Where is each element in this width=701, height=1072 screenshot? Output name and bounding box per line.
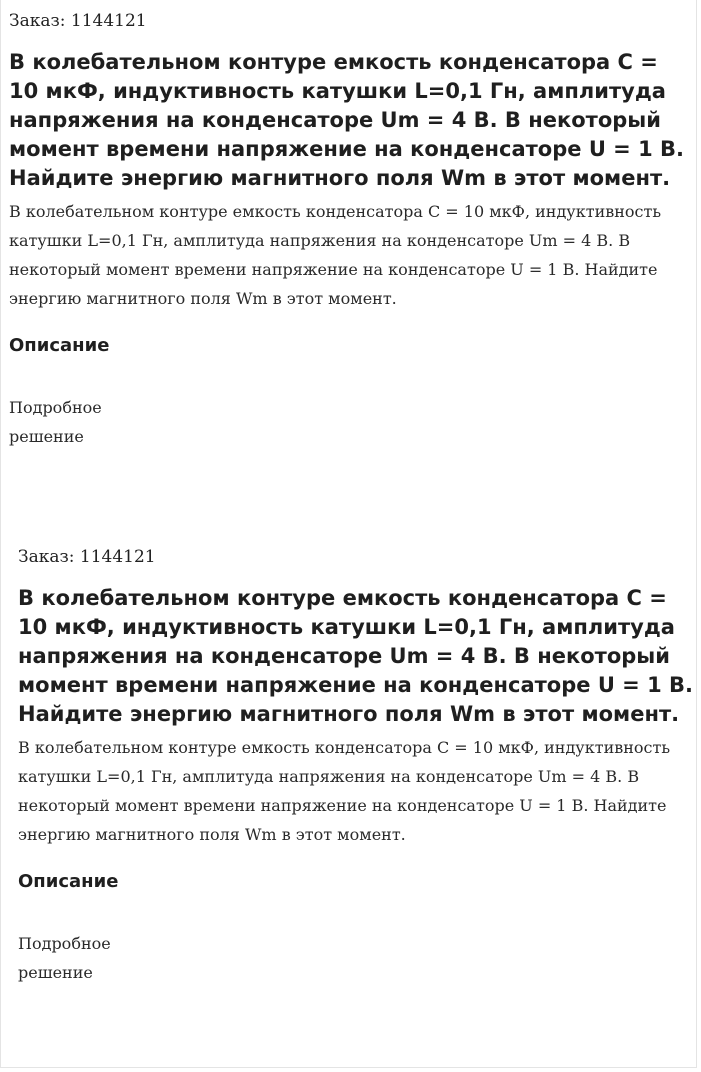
detailed-solution-text: Подробное решение <box>9 398 102 446</box>
problem-title: В колебательном контуре емкость конденсатора С = 10 мкФ, индуктивность катушки L=0,1 Гн, амплитуда напряжения на конденсаторе Um = 4 В. В некоторый момент времени напряжение на конденсаторе U = 1 В. Найдите энергию магнитного поля Wm в этот момент. <box>18 586 693 726</box>
problem-description: В колебательном контуре емкость конденсатора С = 10 мкФ, индуктивность катушки L=0,1 Гн, амплитуда напряжения на конденсаторе Um = 4 В. В некоторый момент времени напряжение на конденсаторе U = 1 В. Найдите энергию магнитного поля Wm в этот момент. <box>18 738 671 844</box>
detailed-solution-text: Подробное решение <box>18 934 111 982</box>
problem-description: В колебательном контуре емкость конденсатора С = 10 мкФ, индуктивность катушки L=0,1 Гн, амплитуда напряжения на конденсаторе Um = 4 В. В некоторый момент времени напряжение на конденсаторе U = 1 В. Найдите энергию магнитного поля Wm в этот момент. <box>9 202 662 308</box>
order-block-secondary <box>18 544 694 987</box>
description-heading: Описание <box>18 871 119 892</box>
order-block-primary <box>9 8 694 451</box>
description-heading: Описание <box>9 335 110 356</box>
problem-title: В колебательном контуре емкость конденсатора С = 10 мкФ, индуктивность катушки L=0,1 Гн, амплитуда напряжения на конденсаторе Um = 4 В. В некоторый момент времени напряжение на конденсаторе U = 1 В. Найдите энергию магнитного поля Wm в этот момент. <box>9 50 684 190</box>
order-number: Заказ: 1144121 <box>9 11 147 31</box>
order-number: Заказ: 1144121 <box>18 547 156 567</box>
